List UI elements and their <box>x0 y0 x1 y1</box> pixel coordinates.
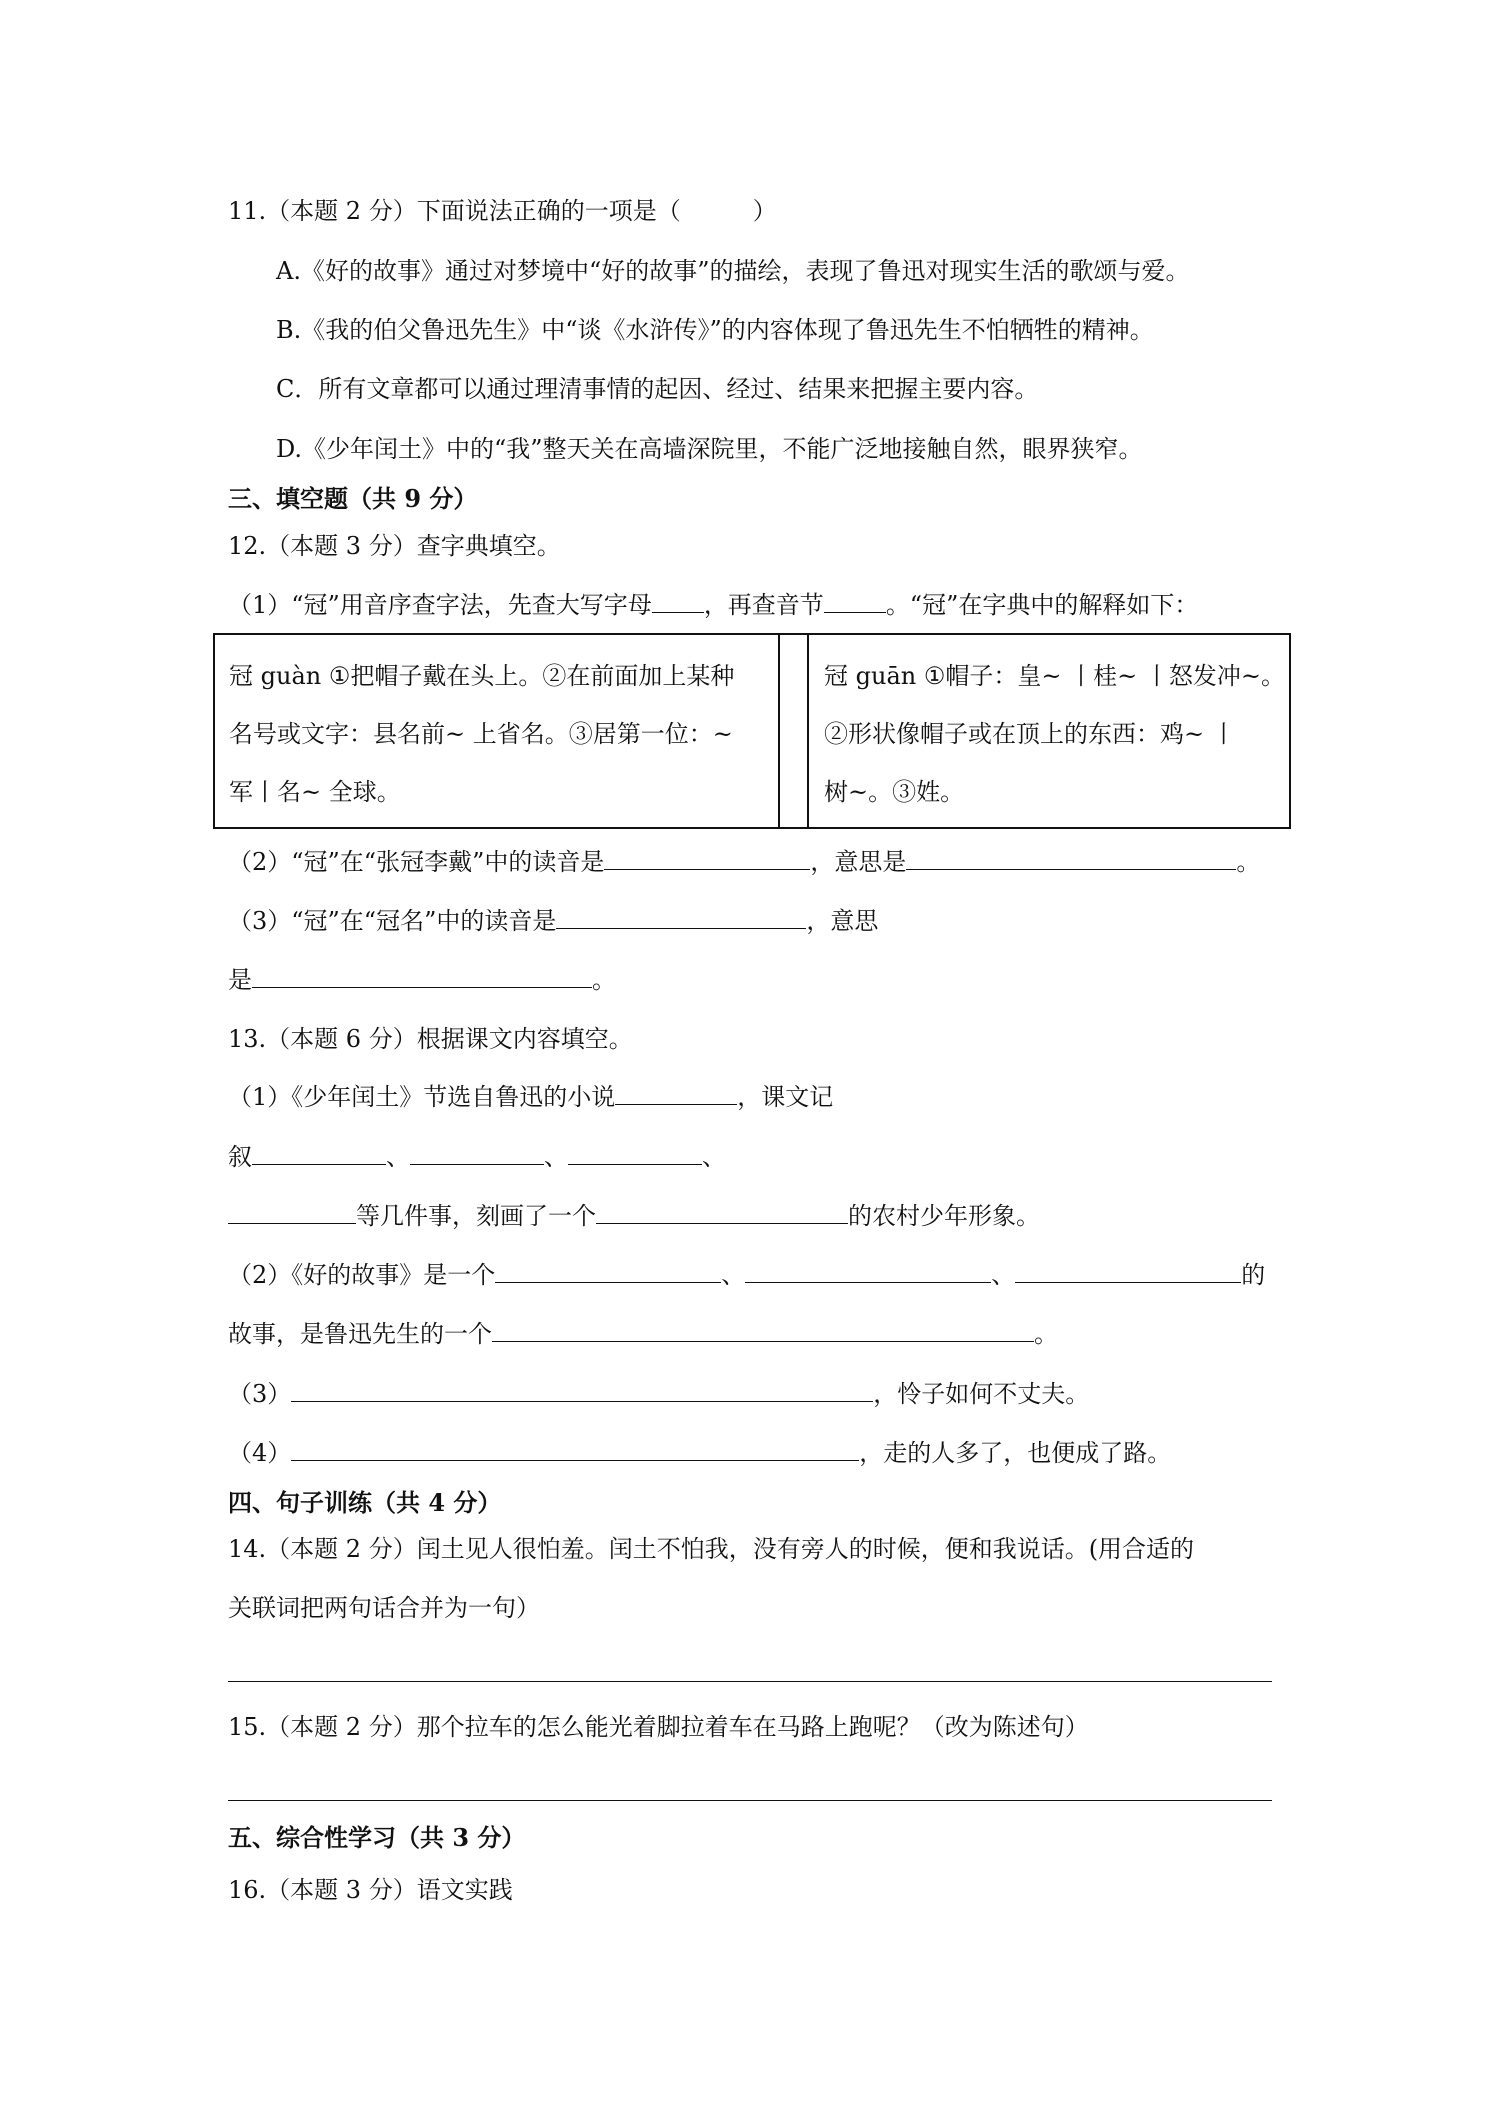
separator: 、 <box>702 1143 726 1171</box>
q12-blank-meaning-3[interactable] <box>252 965 592 988</box>
q12-part3-text-a: （3）“冠”在“冠名”中的读音是 <box>228 907 557 935</box>
table-divider-left <box>778 635 780 827</box>
section-5-heading: 五、综合性学习（共 3 分） <box>228 1823 526 1852</box>
table-divider-right <box>807 635 809 827</box>
q12-part3 <box>228 906 878 936</box>
q13-blank-image[interactable] <box>596 1201 848 1224</box>
q11-option-b: B.《我的伯父鲁迅先生》中“谈《水浒传》”的内容体现了鲁迅先生不怕牺牲的精神。 <box>276 316 1154 344</box>
q15-stem: 15.（本题 2 分）那个拉车的怎么能光着脚拉着车在马路上跑呢？（改为陈述句） <box>228 1713 1089 1741</box>
q13-blank-event-2[interactable] <box>410 1142 544 1165</box>
q13-part2-text-a: （2）《好的故事》是一个 <box>228 1261 496 1289</box>
q13-part3-text-b: ，怜子如何不丈夫。 <box>873 1380 1090 1408</box>
entry-line: 军丨名~ 全球。 <box>229 778 401 806</box>
entry-line: 树~。③姓。 <box>824 778 965 806</box>
q13-part1-text-b: ，课文记 <box>737 1083 834 1111</box>
q13-part2-text-b: 的 <box>1241 1261 1266 1289</box>
q12-blank-letter[interactable] <box>652 590 704 613</box>
q13-part4-text-b: ，走的人多了，也便成了路。 <box>859 1439 1172 1467</box>
q12-part1-text-c: 。“冠”在字典中的解释如下： <box>885 591 1199 619</box>
q13-blank-story-2[interactable] <box>745 1260 991 1283</box>
q12-blank-reading-3[interactable] <box>556 906 806 929</box>
q13-part4-text-a: （4） <box>228 1439 292 1467</box>
q16-stem: 16.（本题 3 分）语文实践 <box>228 1876 513 1904</box>
q13-blank-event-3[interactable] <box>568 1142 702 1165</box>
dictionary-table <box>213 633 1291 829</box>
q12-part3-text-d: 。 <box>592 966 616 994</box>
q13-blank-event-4[interactable] <box>228 1201 356 1224</box>
q13-blank-story-3[interactable] <box>1015 1260 1241 1283</box>
q12-part2-text-c: 。 <box>1236 848 1261 876</box>
separator: 、 <box>386 1143 410 1171</box>
q13-part2 <box>228 1260 1265 1290</box>
separator: 、 <box>991 1261 1016 1289</box>
q12-blank-reading-2[interactable] <box>604 847 810 870</box>
q12-part1-text-b: ，再查音节 <box>703 591 824 619</box>
q13-part1-text-e: 的农村少年形象。 <box>848 1202 1040 1230</box>
entry-line: 冠 guān ①帽子：皇~ 丨桂~ 丨怒发冲~。 <box>824 662 1285 690</box>
separator: 、 <box>544 1143 568 1171</box>
q15-answer-line[interactable] <box>228 1800 1272 1801</box>
q12-part2-text-b: ，意思是 <box>810 848 907 876</box>
q13-part3-text-a: （3） <box>228 1380 292 1408</box>
section-4-heading: 四、句子训练（共 4 分） <box>228 1488 502 1517</box>
q13-part1-text-a: （1）《少年闰土》节选自鲁迅的小说 <box>228 1083 616 1111</box>
q13-blank-poem[interactable] <box>291 1379 873 1402</box>
q14-stem-cont: 关联词把两句话合并为一句） <box>228 1594 540 1622</box>
q13-part1-cont <box>228 1201 1040 1231</box>
q13-part1 <box>228 1082 833 1112</box>
q13-part4 <box>228 1438 1171 1468</box>
q12-stem: 12.（本题 3 分）查字典填空。 <box>228 532 561 560</box>
entry-line: 冠 guàn ①把帽子戴在头上。②在前面加上某种 <box>229 662 735 690</box>
q13-part2-cont <box>228 1319 1058 1349</box>
q12-part1-text-a: （1）“冠”用音序查字法，先查大写字母 <box>228 591 652 619</box>
q12-part2-text-a: （2）“冠”在“张冠李戴”中的读音是 <box>228 848 605 876</box>
q13-blank-novel[interactable] <box>615 1082 737 1105</box>
q11-option-d: D.《少年闰土》中的“我”整天关在高墙深院里，不能广泛地接触自然，眼界狭窄。 <box>276 435 1143 463</box>
q11-stem: 11.（本题 2 分）下面说法正确的一项是（ ） <box>228 197 777 225</box>
q11-option-a: A.《好的故事》通过对梦境中“好的故事”的描绘，表现了鲁迅对现实生活的歌颂与爱。 <box>276 257 1190 285</box>
q13-part1-text-c: 叙 <box>228 1143 252 1171</box>
q13-part2-text-d: 。 <box>1034 1320 1058 1348</box>
entry-line: ②形状像帽子或在顶上的东西：鸡~ 丨 <box>824 720 1236 748</box>
q14-answer-line[interactable] <box>228 1681 1272 1682</box>
q13-blank-quote[interactable] <box>291 1438 859 1461</box>
q13-blank-event-1[interactable] <box>252 1142 386 1165</box>
q14-stem: 14.（本题 2 分）闰土见人很怕羞。闰土不怕我，没有旁人的时候，便和我说话。(用合适的 <box>228 1535 1195 1563</box>
q13-part1-text-d: 等几件事，刻画了一个 <box>356 1202 596 1230</box>
q12-part3-text-b: ，意思 <box>806 907 879 935</box>
q13-blank-story-1[interactable] <box>495 1260 721 1283</box>
q12-part3-cont <box>228 965 616 995</box>
q12-blank-syllable[interactable] <box>824 590 886 613</box>
entry-line: 名号或文字：县名前~ 上省名。③居第一位：~ <box>229 720 733 748</box>
q12-part1 <box>228 590 1198 620</box>
q12-blank-meaning-2[interactable] <box>906 847 1236 870</box>
q13-part3 <box>228 1379 1089 1409</box>
q13-part2-text-c: 故事，是鲁迅先生的一个 <box>228 1320 492 1348</box>
q13-stem: 13.（本题 6 分）根据课文内容填空。 <box>228 1025 633 1053</box>
separator: 、 <box>721 1261 746 1289</box>
q11-option-c: C．所有文章都可以通过理清事情的起因、经过、结果来把握主要内容。 <box>276 375 1039 403</box>
dictionary-entry-guan4 <box>229 647 734 821</box>
q12-part2 <box>228 847 1260 877</box>
q13-part1-events <box>228 1142 726 1172</box>
q13-blank-story-4[interactable] <box>492 1319 1034 1342</box>
section-3-heading: 三、填空题（共 9 分） <box>228 484 478 513</box>
q12-part3-text-c: 是 <box>228 966 252 994</box>
dictionary-entry-guan1 <box>824 647 1285 821</box>
